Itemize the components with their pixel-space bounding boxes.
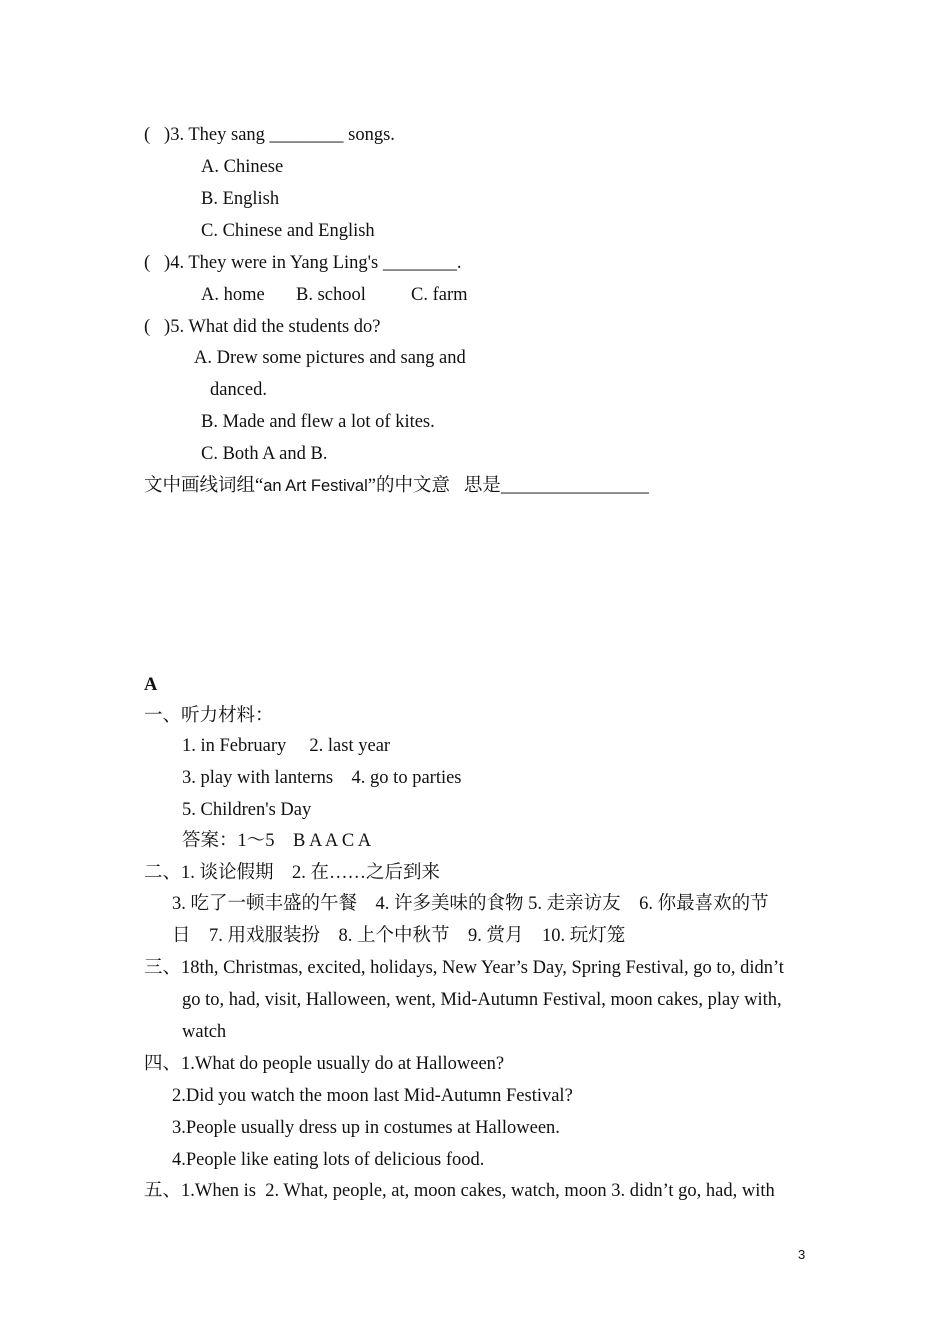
s1-line3: 5. Children's Day [182, 800, 312, 820]
s4-line1: 四、1.What do people usually do at Halloween? [144, 1054, 505, 1074]
translate-suffix: ”的中文意 思是________________ [367, 476, 649, 496]
page-number: 3 [798, 1247, 806, 1262]
q4-option-b: B. school [296, 285, 366, 305]
translate-prefix: 文中画线词组“ [144, 476, 264, 496]
s2-line1: 二、1. 谈论假期 2. 在……之后到来 [144, 863, 441, 883]
s1-line2: 3. play with lanterns 4. go to parties [182, 768, 462, 788]
q3-option-c: C. Chinese and English [201, 221, 375, 241]
s1-line4: 答案：1～5 B A A C A [182, 831, 372, 851]
s4-line4: 4.People like eating lots of delicious food. [172, 1150, 485, 1170]
q4-option-a: A. home [201, 285, 265, 305]
q5-option-a-line1: A. Drew some pictures and sang and [194, 348, 466, 368]
s3-line1: 三、18th, Christmas, excited, holidays, New Year’s Day, Spring Festival, go to, didn’t [144, 958, 784, 978]
q5-option-b: B. Made and flew a lot of kites. [201, 412, 435, 432]
q5-stem: ( )5. What did the students do? [144, 317, 381, 337]
s1-line1: 1. in February 2. last year [182, 736, 391, 756]
s1-title: 一、听力材料： [144, 706, 274, 726]
s5-line1: 五、1.When is 2. What, people, at, moon cakes, watch, moon 3. didn’t go, had, with [144, 1181, 775, 1201]
answer-heading: A [144, 675, 158, 695]
q5-option-c: C. Both A and B. [201, 444, 328, 464]
s4-line3: 3.People usually dress up in costumes at Halloween. [172, 1118, 560, 1138]
s2-line2: 3. 吃了一顿丰盛的午餐 4. 许多美味的食物 5. 走亲访友 6. 你最喜欢的节 [172, 894, 769, 914]
translate-phrase: an Art Festival [263, 477, 368, 495]
q5-option-a-line2: danced. [210, 380, 268, 400]
s3-line3: watch [182, 1022, 227, 1042]
translate-question [144, 475, 649, 497]
q3-option-a: A. Chinese [201, 157, 284, 177]
q3-option-b: B. English [201, 189, 280, 209]
s3-line2: go to, had, visit, Halloween, went, Mid-Autumn Festival, moon cakes, play with, [182, 990, 782, 1010]
q4-option-c: C. farm [411, 285, 468, 305]
q4-stem: ( )4. They were in Yang Ling's ________. [144, 253, 462, 273]
s2-line3: 日 7. 用戏服装扮 8. 上个中秋节 9. 赏月 10. 玩灯笼 [172, 926, 626, 946]
s4-line2: 2.Did you watch the moon last Mid-Autumn Festival? [172, 1086, 573, 1106]
q3-stem: ( )3. They sang ________ songs. [144, 125, 395, 145]
